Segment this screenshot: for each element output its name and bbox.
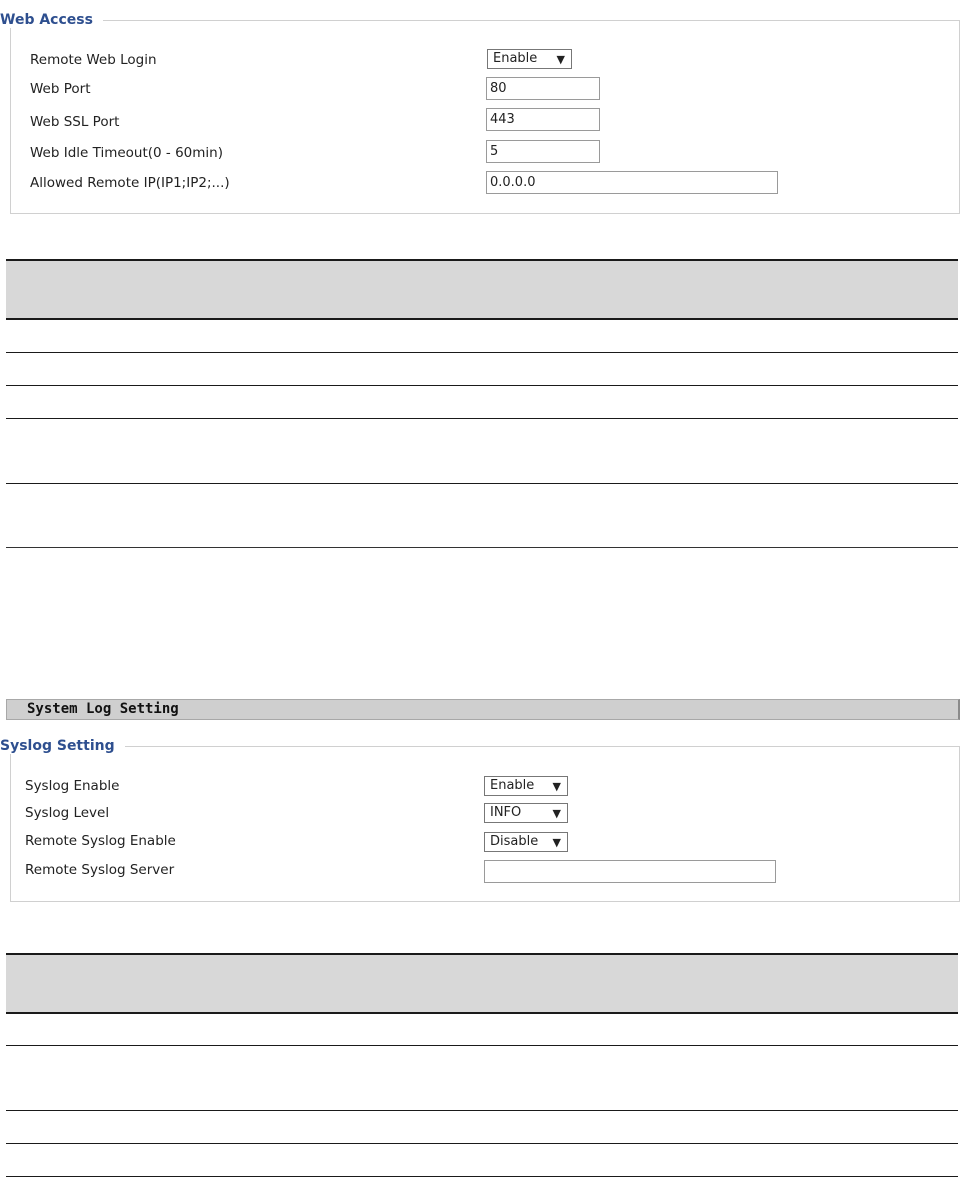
table-header [6,260,958,318]
remote-syslog-server-input[interactable] [484,860,776,883]
table-rule [6,259,958,261]
remote-syslog-server-label: Remote Syslog Server [25,862,175,878]
dropdown-arrow-icon: ▼ [552,836,561,849]
allowed-remote-ip-input[interactable]: 0.0.0.0 [486,171,778,194]
web-port-input[interactable]: 80 [486,77,600,100]
web-idle-timeout-label: Web Idle Timeout(0 - 60min) [30,145,223,161]
table-rule [6,547,958,548]
syslog-level-value: INFO [490,805,522,820]
table-rule [6,352,958,353]
table-rule [6,1045,958,1046]
allowed-remote-ip-label: Allowed Remote IP(IP1;IP2;...) [30,175,230,191]
dropdown-arrow-icon: ▼ [552,807,561,820]
remote-syslog-enable-select[interactable] [484,832,568,852]
table-rule [6,318,958,320]
table-header [6,954,958,1012]
syslog-level-select[interactable] [484,803,568,823]
table-rule [6,385,958,386]
web-access-legend: Web Access [0,12,103,28]
web-port-label: Web Port [30,81,91,97]
system-log-section-header: System Log Setting [6,699,960,720]
table-rule [6,418,958,419]
web-ssl-port-label: Web SSL Port [30,114,120,130]
web-ssl-port-input[interactable]: 443 [486,108,600,131]
syslog-enable-select[interactable] [484,776,568,796]
remote-web-login-label: Remote Web Login [30,52,157,68]
syslog-enable-value: Enable [490,778,535,793]
dropdown-arrow-icon: ▼ [556,53,565,66]
syslog-setting-legend: Syslog Setting [0,738,125,754]
remote-syslog-enable-value: Disable [490,834,539,849]
table-rule [6,1143,958,1144]
dropdown-arrow-icon: ▼ [552,780,561,793]
table-rule [6,1012,958,1014]
remote-web-login-value: Enable [493,51,538,66]
table-rule [6,483,958,484]
web-idle-timeout-input[interactable]: 5 [486,140,600,163]
table-rule [6,953,958,955]
remote-web-login-select[interactable] [487,49,572,69]
syslog-enable-label: Syslog Enable [25,778,120,794]
table-rule [6,1176,958,1177]
syslog-level-label: Syslog Level [25,805,110,821]
remote-syslog-enable-label: Remote Syslog Enable [25,833,176,849]
table-rule [6,1110,958,1111]
